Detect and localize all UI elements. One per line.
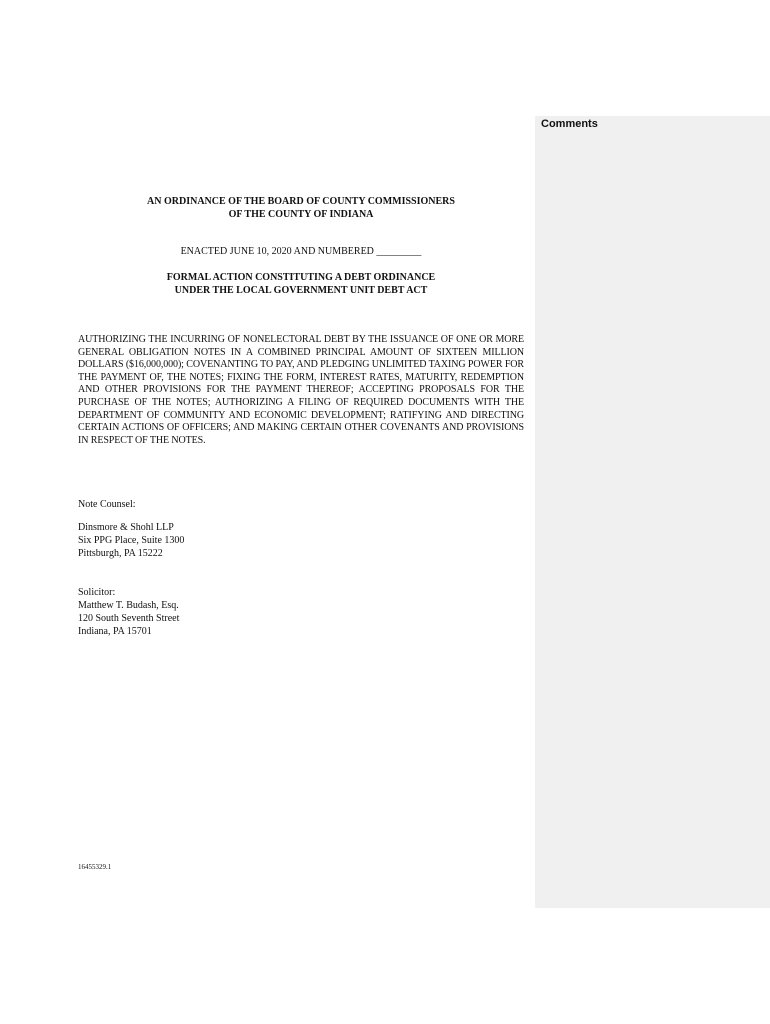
- solicitor-address-line-2: Indiana, PA 15701: [78, 626, 152, 637]
- formal-action-heading: [78, 271, 524, 297]
- solicitor-heading: Solicitor:: [78, 587, 116, 598]
- solicitor-address-line-1: 120 South Seventh Street: [78, 613, 180, 624]
- document-id: 16455329.1: [78, 863, 112, 871]
- note-counsel-address: [78, 521, 184, 560]
- note-counsel-heading: Note Counsel:: [78, 499, 136, 510]
- note-counsel-label: [78, 498, 136, 511]
- formal-action-line-2: UNDER THE LOCAL GOVERNMENT UNIT DEBT ACT: [174, 285, 428, 296]
- solicitor-name: Matthew T. Budash, Esq.: [78, 600, 179, 611]
- solicitor-block: [78, 586, 179, 638]
- ordinance-title-line-2: OF THE COUNTY OF INDIANA: [228, 209, 374, 220]
- enacted-line: ENACTED JUNE 10, 2020 AND NUMBERED _________: [180, 246, 422, 257]
- note-counsel-address-line-1: Six PPG Place, Suite 1300: [78, 535, 185, 546]
- note-counsel-address-line-2: Pittsburgh, PA 15222: [78, 548, 163, 559]
- ordinance-title: [78, 195, 524, 221]
- ordinance-title-line-1: AN ORDINANCE OF THE BOARD OF COUNTY COMMISSIONERS: [147, 196, 455, 207]
- comments-pane[interactable]: [535, 116, 770, 908]
- note-counsel-name: Dinsmore & Shohl LLP: [78, 522, 174, 533]
- ordinance-body-paragraph: AUTHORIZING THE INCURRING OF NONELECTORAL DEBT BY THE ISSUANCE OF ONE OR MORE GENERAL OBLIGATION NOTES IN A COMBINED PRINCIPAL AMOUNT OF SIXTEEN MILLION DOLLARS ($16,000,000); COVENANTING TO PAY, AND PLEDGING UNLIMITED TAXING POWER FOR THE PAYMENT OF, THE NOTES; FIXING THE FORM, INTEREST RATES, MATURITY, REDEMPTION AND OTHER PROVISIONS FOR THE PAYMENT THEREOF; ACCEPTING PROPOSALS FOR THE PURCHASE OF THE NOTES; AUTHORIZING A FILING OF REQUIRED DOCUMENTS WITH THE DEPARTMENT OF COMMUNITY AND ECONOMIC DEVELOPMENT; RATIFYING AND DIRECTING CERTAIN ACTIONS OF OFFICERS; AND MAKING CERTAIN OTHER COVENANTS AND PROVISIONS IN RESPECT OF THE NOTES.: [78, 334, 524, 446]
- formal-action-line-1: FORMAL ACTION CONSTITUTING A DEBT ORDINANCE: [166, 272, 436, 283]
- comments-pane-label: Comments: [541, 118, 598, 130]
